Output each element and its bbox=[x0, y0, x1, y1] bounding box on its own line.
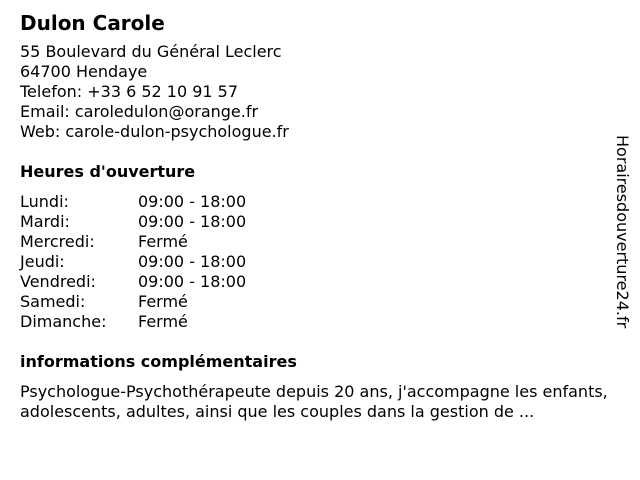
hours-row-thursday bbox=[20, 252, 616, 272]
day-label: Mercredi: bbox=[20, 232, 95, 251]
day-label: Vendredi: bbox=[20, 272, 96, 291]
website: Web: carole-dulon-psychologue.fr bbox=[20, 122, 289, 141]
hours-value: 09:00 - 18:00 bbox=[138, 252, 247, 271]
additional-info-text: Psychologue-Psychothérapeute depuis 20 ans, j'accompagne les enfants, adolescents, adultes, ainsi que les couples dans la gestion de ... bbox=[20, 382, 608, 421]
hours-row-friday bbox=[20, 272, 616, 292]
day-label: Dimanche: bbox=[20, 312, 107, 331]
opening-hours-heading: Heures d'ouverture bbox=[20, 162, 196, 181]
hours-value: 09:00 - 18:00 bbox=[138, 272, 247, 291]
phone-number: Telefon: +33 6 52 10 91 57 bbox=[20, 82, 239, 101]
hours-value: 09:00 - 18:00 bbox=[138, 192, 247, 211]
day-label: Lundi: bbox=[20, 192, 69, 211]
hours-row-sunday bbox=[20, 312, 616, 332]
hours-row-saturday bbox=[20, 292, 616, 312]
site-watermark: Horairesdouverture24.fr bbox=[613, 135, 632, 329]
address-city: 64700 Hendaye bbox=[20, 62, 148, 81]
opening-hours-list bbox=[20, 192, 616, 332]
day-label: Samedi: bbox=[20, 292, 86, 311]
business-name: Dulon Carole bbox=[20, 11, 165, 35]
hours-row-monday bbox=[20, 192, 616, 212]
hours-value: 09:00 - 18:00 bbox=[138, 212, 247, 231]
hours-row-tuesday bbox=[20, 212, 616, 232]
hours-value: Fermé bbox=[138, 312, 188, 331]
additional-info-heading: informations complémentaires bbox=[20, 352, 297, 371]
business-card bbox=[20, 10, 616, 422]
day-label: Mardi: bbox=[20, 212, 70, 231]
address-street: 55 Boulevard du Général Leclerc bbox=[20, 42, 282, 61]
hours-value: Fermé bbox=[138, 232, 188, 251]
hours-value: Fermé bbox=[138, 292, 188, 311]
day-label: Jeudi: bbox=[20, 252, 65, 271]
email-address: Email: caroledulon@orange.fr bbox=[20, 102, 259, 121]
hours-row-wednesday bbox=[20, 232, 616, 252]
